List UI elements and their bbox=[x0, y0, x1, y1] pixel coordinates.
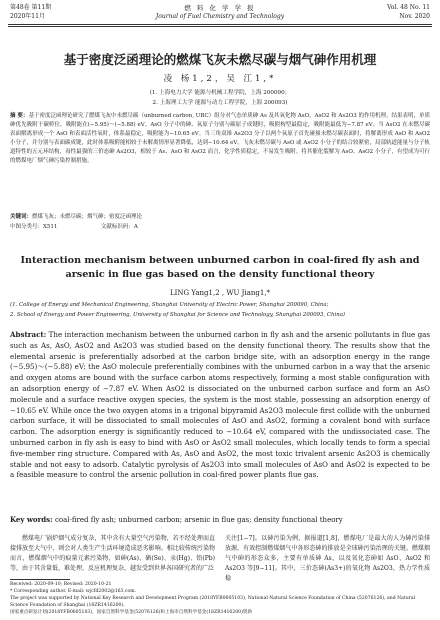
keywords-en-label: Key words: bbox=[10, 515, 53, 524]
header-rule-thin bbox=[8, 26, 432, 27]
footnote-separator bbox=[10, 579, 70, 580]
keywords-cn bbox=[10, 213, 430, 222]
header-volume: Vol. 48 No. 11 bbox=[387, 4, 430, 11]
abstract-en-label: Abstract: bbox=[10, 330, 47, 339]
journal-header bbox=[0, 0, 440, 26]
keywords-en-text: coal-fired fly ash; unburned carbon; arsenic in flue gas; density functional theory bbox=[54, 516, 343, 524]
classification-row bbox=[10, 223, 430, 232]
keywords-en bbox=[10, 515, 430, 525]
footnote-received: Received: 2020-09-10; Revised: 2020-10-21 bbox=[10, 582, 112, 587]
abstract-cn bbox=[10, 112, 430, 166]
abstract-en-text: The interaction mechanism between the unburned carbon in fly ash and the arsenic pollutants in flue gas such as As, AsO, AsO2 and As2O3 was studied based on the density functional theory. The results show that the elemental arsenic is preferentially adsorbed at the carbon bridge site, with an adsorption energy in the range (−5.95)～(−5.88) eV; the AsO molecule preferentially combines with the unburned carbon in a way that the arsenic and oxygen atoms are bound with the surface carbon atoms respectively, forming a most stable configuration with an adsorption energy of −7.87 eV. When AsO2 is dissociated on the unburned carbon surface and form an AsO molecule and a surface reactive oxygen species, the system is the most stable, possessing an adsorption energy of −10.65 eV. While once the two oxygen atoms in a trigonal bipyramid As2O3 molecule first collide with the unburned carbon surface, it will be dissociated to small molecules of AsO and AsO2, forming a covalent bond with surface carbon. The adsorption energy is significantly reduced to −10.64 eV, compared with the undissociated case. The unburned carbon in fly ash is easy to bind with AsO or AsO2 small molecules, which locally tends to form a special five-member ring structure. Compared with As, AsO and AsO2, the most toxic trivalent arsenic As2O3 is chemically stable and not easy to adsorb. Catalytic pyrolysis of As2O3 into small molecules of AsO and AsO2 is expected to be a feasible measure to control the arsenic pollution in coal-fired power plants flue gas. bbox=[10, 330, 430, 480]
header-journal-en: Journal of Fuel Chemistry and Technology bbox=[155, 13, 285, 20]
title-cn: 基于密度泛函理论的燃煤飞灰未燃尽碳与烟气砷作用机理 bbox=[63, 52, 377, 67]
document-id: 文献标识码：A bbox=[100, 224, 138, 230]
title-en: Interaction mechanism between unburned carbon in coal-fired fly ash and arsenic in flue gas based on the density functional theory bbox=[20, 255, 420, 280]
affiliation-cn-1: (1. 上海电力大学 能源与机械工程学院，上海 200090； bbox=[149, 90, 291, 96]
affiliation-cn-2: 2. 上海理工大学 能源与动力工程学院，上海 200093) bbox=[152, 100, 288, 106]
header-date-en: Nov. 2020 bbox=[399, 13, 430, 20]
footnote-corresponding: * Corresponding author. E-mail: wjcfd2002@163.com. bbox=[10, 589, 137, 594]
body-column-right: 关注[1−7]。以砷污染为例，据报道[1,8]，燃煤电厂是最大的人为砷污染排放源，有效控制燃煤烟气中各形态砷的排放是全球砷污染治理的关键。燃煤烟气中砷的形态众多，主要有单质砷 As，以及氧化态砷如 AsO、AsO2 和 As2O3 等[9−11]。其中，三价态砷(As3+)的氧化物 As2O3，热力学性质稳 bbox=[225, 535, 430, 582]
body-column-left: 燃煤电厂锅炉烟气成分复杂，其中含有大量空气污染物，若不经处理而直接排放至大气中，则会对人类生产生活环境造成恶劣影响。相比较传统污染物而言，燃煤烟气中的痕量元素污染物，如砷(As)、硒(Se)、汞(Hg)、铅(Pb)等，由于其含量低、难处理、反应机理复杂，越发受到世界各国研究者的广泛 bbox=[10, 535, 215, 572]
authors-cn: 凌 杨1,2，吴 江1,* bbox=[163, 74, 277, 84]
abstract-cn-label: 摘 要： bbox=[10, 113, 29, 119]
header-date: 2020年11月 bbox=[10, 13, 45, 20]
header-journal-cn: 燃 料 化 学 学 报 bbox=[184, 4, 256, 12]
abstract-cn-text: 基于密度泛函理论研究了燃煤飞灰中未燃尽碳（unburned carbon, UBC）组分对气态单质砷 As 及其氧化物 AsO、AsO2 和 As2O3 的作用机理。结果表明，单质砷优先吸附于碳桥位，吸附能在(−5.95)～(−5.88) eV。AsO 分子中的砷、氧原子分别与碳原子成键时，吸附构型最稳定，吸附能最低为−7.87 eV。当 AsO2 在未燃尽碳表面解离形成一个 AsO 和表面活性氧时，体系最稳定，吸附能为−10.65 eV。当三角双锥 As2O3 分子以两个氧原子首先碰撞未燃尽碳表面时，将解离形成 AsO 和 AsO2 小分子，并分别与表面碳成键，此时体系吸附能相较于未解离情形显著降低，达到−10.64 eV。飞灰未燃尽碳与 AsO 或 AsO2 小分子的结合较紧密，局部轨道能量与分子轨道特性的五元环结构，毒性最强的三价态砷 As2O3，相较于 As、AsO 和 AsO2 而言，化学性质稳定，不易发生吸附。将其催化裂解为 AsO、AsO2 小分子，有望成为可行的燃煤电厂烟气砷污染控制措施。 bbox=[10, 113, 430, 164]
affiliation-en-2: 2. School of Energy and Power Engineering, University of Shanghai for Science and Technology, Shanghai 200093, China) bbox=[10, 312, 346, 318]
footnote-funding-en: The project was supported by National Key Research and Development Program (2018YFB0605103), National Natural Science Foundation of China (52076126), and Natural Science Foundation of Shanghai (18ZR1416200). bbox=[10, 596, 416, 608]
keywords-cn-label: 关键词： bbox=[10, 214, 33, 220]
keywords-cn-text: 燃煤飞灰；未燃尽碳；烟气砷；密度泛函理论 bbox=[32, 214, 143, 220]
watermark: · bbox=[31, 119, 58, 156]
footnote-funding-cn: 国家重点研发计划(2018YFB0605103)，国家自然科学基金(52076126)和上海市自然科学基金(18ZR1416200)资助 bbox=[10, 610, 253, 615]
header-rule bbox=[8, 24, 432, 25]
authors-en: LING Yang1,2 , WU Jiang1,* bbox=[169, 289, 271, 297]
abstract-en bbox=[10, 330, 430, 481]
affiliation-en-1: (1. College of Energy and Mechanical Engineering, Shanghai University of Electric Power, Shanghai 200090, China; bbox=[10, 302, 329, 308]
class-number: 中图分类号：X511 bbox=[10, 224, 58, 230]
header-issue: 第48卷 第11期 bbox=[10, 4, 52, 11]
